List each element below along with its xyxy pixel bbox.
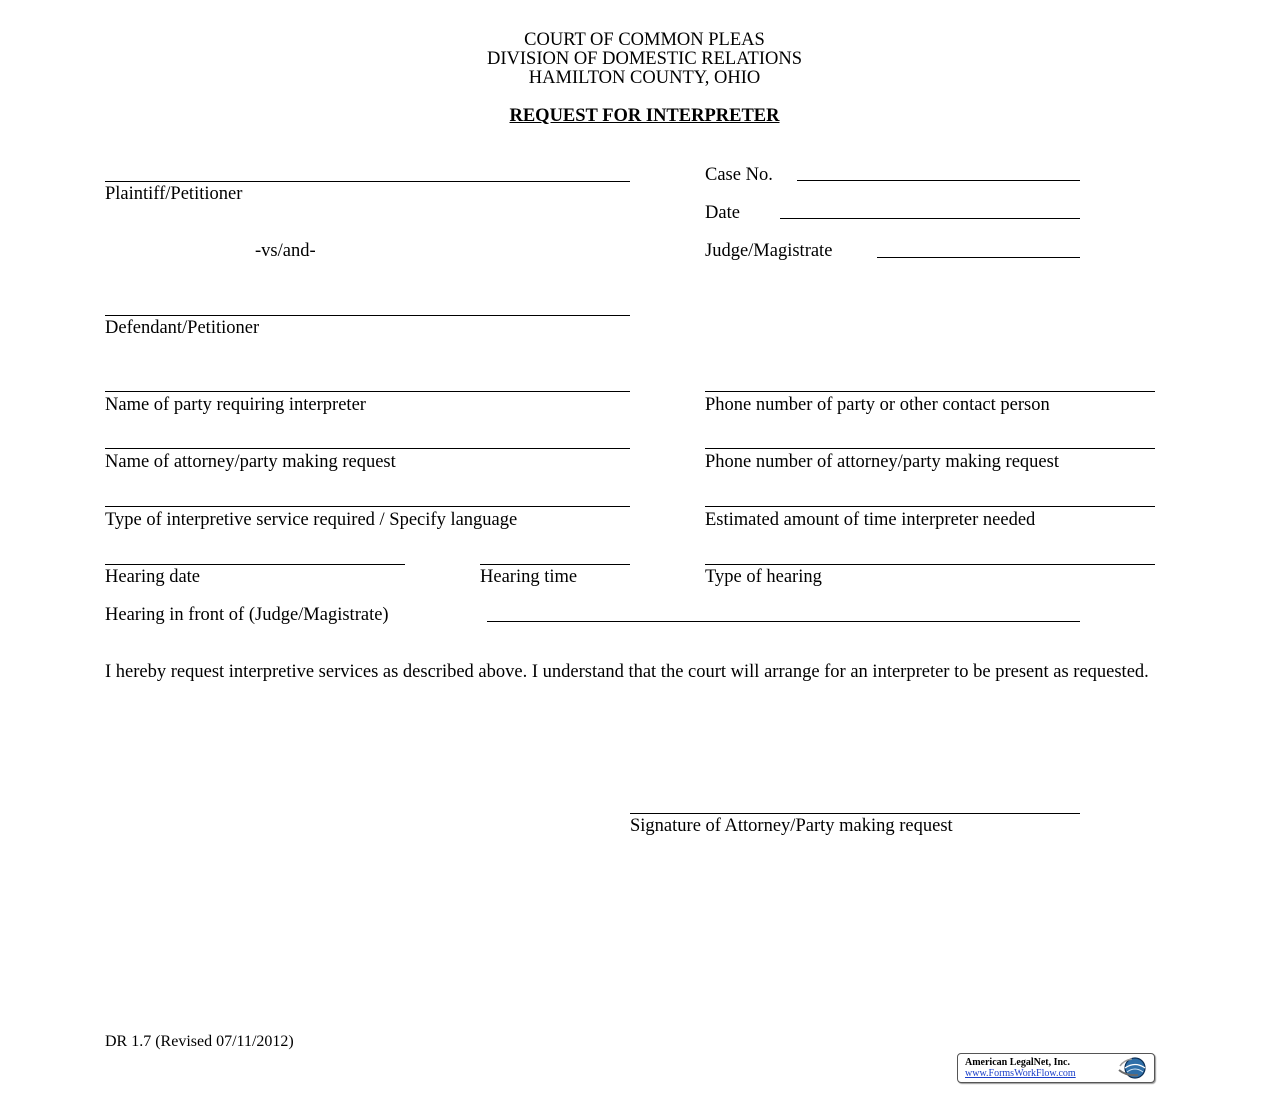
attorney-name-line[interactable] [105,448,630,449]
signature-label: Signature of Attorney/Party making request [630,816,953,836]
estimated-time-label: Estimated amount of time interpreter needed [705,510,1036,530]
date-label: Date [705,203,740,223]
publisher-badge[interactable] [957,1053,1155,1083]
versus-label: -vs/and- [255,241,316,261]
estimated-time-line[interactable] [705,506,1155,507]
hearing-judge-line[interactable] [487,621,1080,622]
hearing-type-line[interactable] [705,564,1155,565]
defendant-line[interactable] [105,315,630,316]
party-phone-line[interactable] [705,391,1155,392]
service-type-label: Type of interpretive service required / Specify language [105,510,518,530]
case-no-label: Case No. [705,165,773,185]
signature-line[interactable] [630,813,1080,814]
attorney-phone-label: Phone number of attorney/party making request [705,452,1059,472]
party-name-label: Name of party requiring interpreter [105,395,366,415]
publisher-url[interactable]: www.FormsWorkFlow.com [965,1068,1076,1079]
division-name: DIVISION OF DOMESTIC RELATIONS [486,49,802,69]
judge-line[interactable] [877,257,1080,258]
hearing-time-label: Hearing time [480,567,578,587]
form-id: DR 1.7 (Revised 07/11/2012) [105,1033,294,1050]
judge-label: Judge/Magistrate [705,241,833,261]
request-statement: I hereby request interpretive services as described above. I understand that the court will arrange for an interpreter to be present as requested. [105,662,1149,682]
hearing-date-label: Hearing date [105,567,201,587]
plaintiff-label: Plaintiff/Petitioner [105,184,243,204]
party-name-line[interactable] [105,391,630,392]
globe-logo-icon [1116,1056,1150,1080]
party-phone-label: Phone number of party or other contact person [705,395,1050,415]
hearing-time-line[interactable] [480,564,630,565]
case-no-line[interactable] [797,180,1080,181]
hearing-type-label: Type of hearing [705,567,822,587]
defendant-label: Defendant/Petitioner [105,318,260,338]
attorney-phone-line[interactable] [705,448,1155,449]
attorney-name-label: Name of attorney/party making request [105,452,396,472]
date-line[interactable] [780,218,1080,219]
court-name: COURT OF COMMON PLEAS [524,30,765,50]
service-type-line[interactable] [105,506,630,507]
county-name: HAMILTON COUNTY, OHIO [528,68,761,88]
publisher-name: American LegalNet, Inc. [965,1057,1070,1068]
form-title: REQUEST FOR INTERPRETER [509,106,780,126]
hearing-date-line[interactable] [105,564,405,565]
plaintiff-line[interactable] [105,181,630,182]
hearing-judge-label: Hearing in front of (Judge/Magistrate) [105,605,389,625]
